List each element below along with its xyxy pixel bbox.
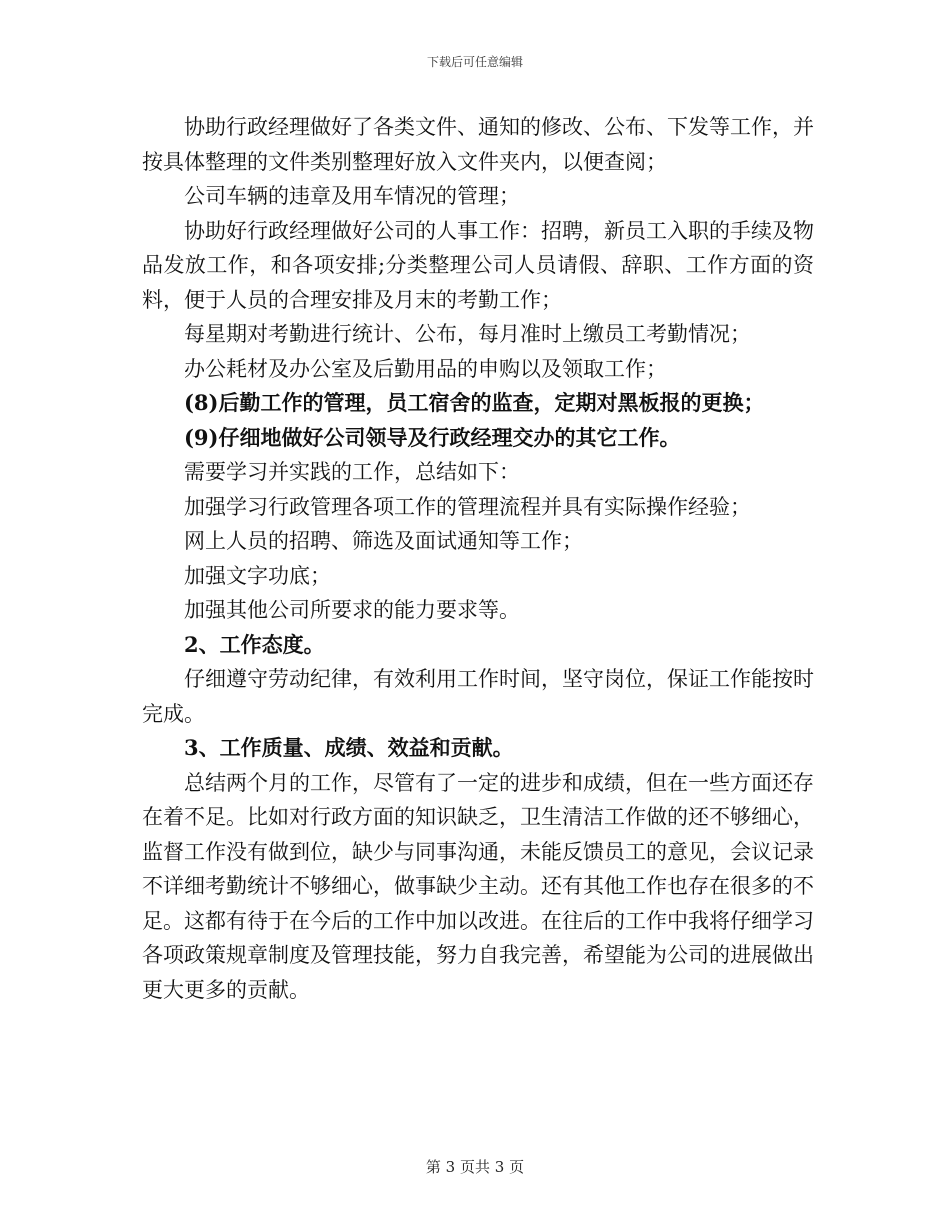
paragraph-logistics-item-8: (8)后勤工作的管理，员工宿舍的监查，定期对黑板报的更换； (184, 390, 765, 415)
paragraph-learning-other: 加强其他公司所要求的能力要求等。 (184, 598, 520, 622)
paragraph-summary: 总结两个月的工作，尽管有了一定的进步和成绩，但在一些方面还存在着不足。比如对行政方面的知识缺乏，卫生清洁工作做的还不够细心，监督工作没有做到位，缺少与同事沟通，未能反馈员工的意见，会议记录不详细考勤统计不够细心，做事缺少主动。还有其他工作也存在很多的不足。这都有待于在今后的工作中加以改进。在往后的工作中我将仔细学习各项政策规章制度及管理技能，努力自我完善，希望能为公司的进展做出更大更多的贡献。 (142, 770, 814, 1002)
paragraph-learning-intro: 需要学习并实践的工作，总结如下： (184, 460, 520, 484)
paragraph-attendance: 每星期对考勤进行统计、公布，每月准时上缴员工考勤情况； (184, 322, 751, 346)
section-heading-attitude: 2、工作态度。 (184, 631, 325, 657)
paragraph-learning-process: 加强学习行政管理各项工作的管理流程并具有实际操作经验； (184, 494, 751, 519)
document-body (142, 110, 814, 1007)
paragraph-hr-assist: 协助好行政经理做好公司的人事工作：招聘，新员工入职的手续及物品发放工作，和各项安排;分类整理公司人员请假、辞职、工作方面的资料，便于人员的合理安排及月末的考勤工作； (142, 218, 814, 312)
paragraph-attitude: 仔细遵守劳动纪律，有效利用工作时间，坚守岗位，保证工作能按时完成。 (142, 667, 814, 726)
paragraph-learning-recruiting: 网上人员的招聘、筛选及面试通知等工作； (184, 529, 583, 553)
paragraph-vehicle-management: 公司车辆的违章及用车情况的管理； (184, 184, 520, 208)
header-note: 下载后可任意编辑 (426, 55, 523, 69)
section-heading-quality: 3、工作质量、成绩、效益和贡献。 (184, 735, 514, 760)
paragraph-supplies: 办公耗材及办公室及后勤用品的申购以及领取工作； (184, 356, 667, 381)
paragraph-other-tasks-item-9: (9)仔细地做好公司领导及行政经理交办的其它工作。 (184, 424, 681, 450)
paragraph-file-assist: 协助行政经理做好了各类文件、通知的修改、公布、下发等工作，并按具体整理的文件类别整理好放入文件夹内，以便查阅； (142, 115, 814, 174)
paragraph-learning-writing: 加强文字功底； (184, 563, 331, 588)
page-number: 第 3 页共 3 页 (425, 1158, 525, 1176)
